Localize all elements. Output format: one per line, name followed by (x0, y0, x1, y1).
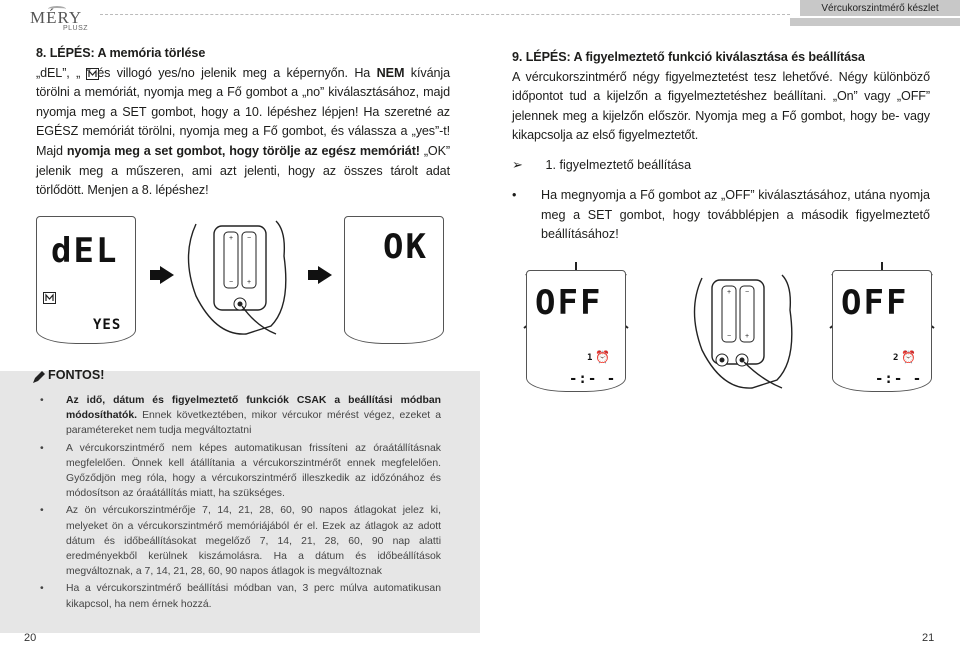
figure-off-screen-2 (832, 270, 932, 394)
step-8-paragraph (36, 64, 450, 201)
bullet-icon: • (40, 583, 44, 595)
svg-text:−: − (726, 333, 732, 340)
step-9-heading: 9. LÉPÉS: A figyelmeztető funkció kiválasztása és beállítása (512, 50, 865, 64)
alarm-step-line (512, 157, 691, 173)
svg-text:+: + (744, 333, 750, 340)
step-8-heading: 8. LÉPÉS: A memória törlése (36, 46, 206, 60)
lcd-off-1-alarm-num: 1 (587, 353, 593, 363)
note-item (36, 503, 441, 579)
note-item (36, 441, 441, 502)
lcd-off-2-text: OFF (841, 283, 909, 323)
alarm-clock-icon: ⏰ (595, 350, 610, 364)
lcd-off-1 (526, 270, 626, 392)
pencil-icon (32, 370, 46, 384)
step-9-paragraph: A vércukorszintmérő négy figyelmeztetést tesz lehetővé. Négy különböző időpontot tud a kijelzőn a figyelmeztetéshez beállítani. „On” vagy „OFF” jelennek meg a kijelzőn először. Nyomja meg a Fő gombot, hogy be- vagy kikapcsolja az első figyelmeztetőt. (512, 69, 930, 143)
step-8-text-b: kívánja törölni a memóriát, nyomja meg a Fő gombot a „no” kiválasztásához, majd nyomja meg a SET gombot, hogy a 10. lépéshez lépjen! Ha szeretné az EGÉSZ memóriát törölni, nyomja meg a Fő gombot, és válassza a „yes”-t! Majd (36, 65, 450, 158)
note-item (36, 393, 441, 439)
important-notes (36, 393, 441, 612)
alarm-clock-icon: ⏰ (901, 350, 916, 364)
note-text: A vércukorszintmérő nem képes automatikusan frissíteni az óraátállításnak megfelelően. Önnek kell átállítania a vércukorszintmérőt ennek megfelelően. Győződjön meg róla, hogy a vércukorszintmérő illeszkedik az időzónához és módosítson az óraátállítás miatt, ha szükséges. (66, 442, 441, 500)
brand-logo (30, 6, 100, 36)
note-text: Ha a vércukorszintmérő beállítási módban van, 3 perc múlva automatikusan kikapcsol, ha nem érnek hozzá. (66, 583, 441, 610)
bullet-icon: • (512, 188, 517, 202)
lcd-memory-icon (43, 292, 56, 304)
lcd-off-2 (832, 270, 932, 392)
bullet-icon: • (40, 442, 44, 454)
logo-sub-text: PLUSZ (63, 25, 89, 32)
lcd-off-1-time: -:- - (569, 371, 617, 387)
header-dashed-rule (100, 14, 790, 15)
lcd-off-2-time: -:- - (875, 371, 923, 387)
svg-text:−: − (246, 235, 252, 242)
figure-del-screen (36, 216, 136, 346)
note-text: Ennek következtében, mikor vércukor mérést végez, ezeket a paramétereket nem tudja megváltoztatni (66, 410, 441, 437)
svg-text:+: + (228, 235, 234, 242)
lcd-off-2-alarm-num: 2 (893, 353, 899, 363)
step-8-bold-a: NEM (376, 65, 405, 80)
lcd-ok-text: OK (383, 227, 428, 267)
figure-ok-screen (344, 216, 444, 346)
section-title: Vércukorszintmérő készlet (800, 0, 960, 16)
page-number-right: 21 (922, 632, 935, 644)
hand-meter-illustration-2 (682, 270, 802, 400)
step-arrow-icon: ➢ (512, 157, 523, 172)
step-8-text-a: „dEL”, „ ” és villogó yes/no jelenik meg a képernyőn. Ha (36, 65, 377, 80)
page-number-left: 20 (24, 632, 37, 644)
step-8-text-c: „OK” jelenik meg a műszeren, ami azt jelenti, hogy az összes tárolt adat törlődött. Menjen a 8. lépéshez! (36, 143, 450, 198)
arrow-right-icon (318, 266, 332, 284)
arrow-right-icon (160, 266, 174, 284)
svg-text:−: − (744, 289, 750, 296)
bullet-icon: • (40, 395, 44, 406)
lcd-yes-text: YES (93, 317, 122, 333)
note-item (36, 581, 441, 611)
alarm-step-label: 1. figyelmeztető beállítása (545, 158, 692, 172)
svg-text:−: − (228, 279, 234, 286)
alarm-bullet-text: Ha megnyomja a Fő gombot az „OFF” kiválasztásához, utána nyomja meg a SET gombot, hogy továbblépjen a második figyelmeztető beállításához! (541, 188, 930, 242)
logo-main-text: MÉRY (30, 8, 83, 27)
header-bar (790, 18, 960, 26)
lcd-off-1-text: OFF (535, 283, 603, 323)
step-9-section (512, 48, 930, 146)
hand-meter-illustration (176, 216, 296, 346)
note-bold: Az idő, dátum és figyelmeztető funkciók CSAK a beállítási módban módosíthatók. (66, 395, 441, 422)
step-8-bold-b: nyomja meg a set gombot, hogy törölje az egész memóriát! (66, 143, 420, 158)
lcd-del (36, 216, 136, 344)
lcd-ok (344, 216, 444, 344)
figure-off-screen-1 (526, 270, 626, 394)
note-text: Az ön vércukorszintmérője 7, 14, 21, 28, 60, 90 napos átlagokat jelez ki, melyeket ön a vércukorszintmérő memóriájából ér el. Ezek az átlagok az adott dátum és időbeállításokat megelőző 7, 14, 21, 28, 60, 90 nap alatti eredményekből kerülnek kiszámolásra. Ha a dátum és időbeállítások megváltoznak, a 7, 14, 21, 28, 60, 90 napos átlagok is megváltoznak (66, 505, 441, 578)
svg-text:+: + (726, 289, 732, 296)
svg-text:+: + (246, 279, 252, 286)
important-title (48, 368, 104, 382)
lcd-del-text: dEL (51, 231, 119, 271)
important-title-text: FONTOS! (48, 368, 105, 382)
bullet-icon: • (40, 505, 44, 517)
memory-icon (86, 68, 99, 80)
